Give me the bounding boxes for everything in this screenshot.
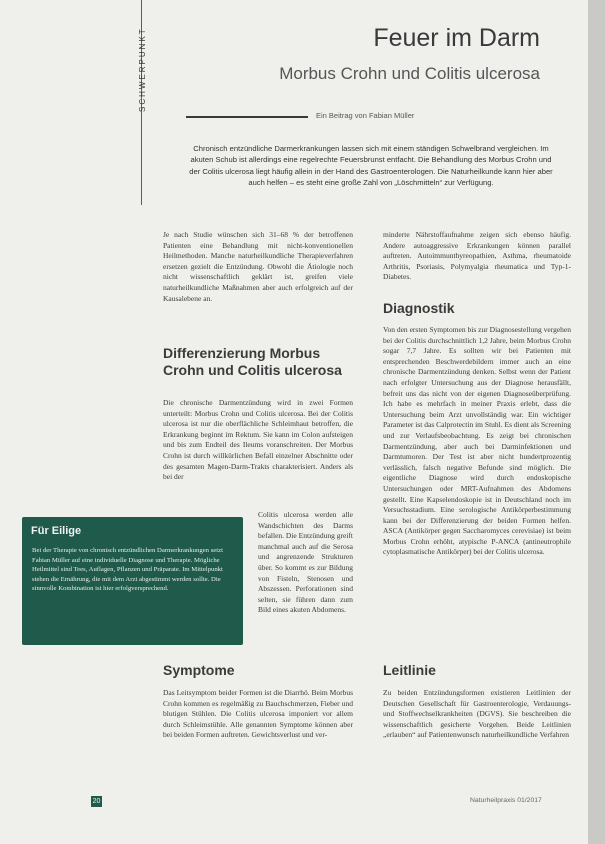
intro-paragraph: Je nach Studie wünschen sich 31–68 % der betroffenen Patienten eine Behandlung mit nicht-konventionellen Heilmethoden. Manche naturheilkundliche Therapieverfahren ersetzen gezielt die Entzündung. Obwohl die Ätiologie noch nicht wissenschaftlich geklärt ist, greifen viele naturheilkundliche Maßnahmen aber auch erfolgreich auf der Kausalebene an. bbox=[163, 230, 353, 303]
heading-differenzierung: Differenzierung Morbus Crohn und Colitis ulcerosa bbox=[163, 345, 342, 378]
page-number: 20 bbox=[92, 798, 101, 805]
leitlinie-paragraph bbox=[383, 688, 571, 741]
diff-text-narrow: Colitis ulcerosa werden alle Wandschichten des Darms befallen. Die Entzündung greift manchmal auch auf die Serosa und angrenzende Strukturen über. So kommt es zur Bildung von Fisteln, Stenosen und Abszessen. Perforationen sind selten, sie führen dann zum Bild eines akuten Abdomens. bbox=[258, 510, 353, 615]
quick-read-title: Für Eilige bbox=[31, 525, 82, 537]
symptome-paragraph bbox=[163, 688, 353, 741]
symptome-text: Das Leitsymptom beider Formen ist die Diarrhö. Beim Morbus Crohn kommen es regelmäßig zu Bauchschmerzen, Fieber und blutigen Stühlen. Die Colitis ulcerosa imponiert vor allem durch Schleimstühle. Alle genannten Symptome können aber bei beiden Formen auftreten. Gewichtsverlust und ver- bbox=[163, 688, 353, 740]
section-tag: SCHWERPUNKT bbox=[138, 27, 147, 112]
journal-footer: Naturheilpraxis 01/2017 bbox=[470, 797, 542, 804]
left-column-intro bbox=[163, 230, 353, 304]
diagnostik-paragraph bbox=[383, 325, 571, 558]
heading-symptome: Symptome bbox=[163, 662, 235, 678]
diff-text-full: Die chronische Darmentzündung wird in zwei Formen unterteilt: Morbus Crohn und Colitis ulcerosa. Bei der Colitis ulcerosa ist nur die oberflächliche Schleimhaut betroffen, die Erkrankung beginnt im Rektum. Sie kann im Colon aufsteigen und bis zum Endteil des Ileums voranschreiten. Der Morbus Crohn ist durch willkürlichen Befall einzelner Abschnitte oder des gesamten Magen-Darm-Trakts charakterisiert. Anders als bei der bbox=[163, 398, 353, 482]
byline: Ein Beitrag von Fabian Müller bbox=[316, 111, 415, 120]
quick-read-box bbox=[22, 517, 243, 645]
article-subtitle: Morbus Crohn und Colitis ulcerosa bbox=[279, 64, 540, 83]
quick-read-text: Bei der Therapie von chronisch entzündlichen Darmerkrankungen setzt Fabian Müller auf eine individuelle Diagnose und Therapie. Mögliche Heilmittel sind Tees, Auflagen, Pflanzen und Präparate. Im Mittelpunkt stehen die Ernährung, die mit dem Arzt abgestimmt werden sollte. Die sinnvolle Kombination ist hier erfolgversprechend. bbox=[32, 547, 223, 593]
diff-paragraph-full bbox=[163, 398, 353, 483]
leitlinie-text: Zu beiden Entzündungsformen existieren Leitlinien der Deutschen Gesellschaft für Gastroenterologie, Verdauungs- und Stoffwechselkrankheiten (DGVS). Sie beschreiben die wissenschaftlich gesicherte Vorgehen. Beide Leitlinien „erlauben“ auf Patientenwunsch naturheilkundliche Verfahren bbox=[383, 688, 571, 740]
byline-rule bbox=[186, 116, 308, 118]
right-column-intro bbox=[383, 230, 571, 283]
right-intro-text: minderte Nährstoffaufnahme zeigen sich ebenso häufig. Andere autoaggressive Erkrankungen können parallel auftreten. Autoimmunthyreopathien, Asthma, rheumatoide Arthritis, Psoriasis, Polymyalgia rheumatica und Typ-1-Diabetes. bbox=[383, 230, 571, 282]
byline-row bbox=[186, 111, 542, 123]
page-edge bbox=[588, 0, 605, 844]
heading-diagnostik: Diagnostik bbox=[383, 300, 455, 316]
lede-paragraph: Chronisch entzündliche Darmerkrankungen lassen sich mit einem ständigen Schwelbrand vergleichen. Im akuten Schub ist allerdings eine regelrechte Feuersbrunst entfacht. Die Behandlung des Morbus Crohn und der Colitis ulcerosa liegt häufig allein in der Hand des Gastroenterologen. Die Naturheilkunde kann hier aber auch helfen – es steht eine große Zahl von „Löschmitteln“ zur Verfügung. bbox=[189, 144, 553, 188]
diagnostik-text: Von den ersten Symptomen bis zur Diagnosestellung vergehen bei der Colitis durchschnittlich 1,2 Jahre, beim Morbus Crohn sogar 7,7 Jahre. Es sollten wir bei Patienten mit entsprechenden Beschwerdebildern immer auch an eine chronische Darmentzündung denken. Selbst wenn der Patient nach erfolgter Untersuchung aus der Diagnose herausfällt, befreit uns das nicht von der eigenen Diagnoseüberprüfung. Ich habe es mehrfach in meiner Praxis erlebt, dass die Untersuchung beim Arzt unvollständig war. Ein wichtiger Parameter ist das Calprotectin im Stuhl. Es dient als Screening und zur Verlaufsbeobachtung. Es zeigt bei chronischen Darmentzündung, aber auch bei Darminfektionen und Darmtumoren. Der Test ist aber nicht hundertprozentig verlässlich, falsch negative Befunde sind möglich. Die eigentliche Diagnose wird durch endoskopische Untersuchungen oder MRT-Aufnahmen des Abdomens gestellt. Eine Kapselendoskopie ist in Deutschland noch im Versuchsstadium. Eine serologische Antikörperbestimmung kann bei der Differenzierung der beiden Formen helfen. ASCA (Antikörper gegen Saccharomyces cerevisiae) ist beim Morbus Crohn erhöht, atypische P-ANCA (antineutrophile cytoplasmatische Antikörper) bei der Colitis ulcerosa. bbox=[383, 325, 571, 557]
diff-paragraph-narrow bbox=[258, 510, 353, 616]
article-title: Feuer im Darm bbox=[373, 24, 540, 52]
heading-leitlinie: Leitlinie bbox=[383, 662, 436, 678]
